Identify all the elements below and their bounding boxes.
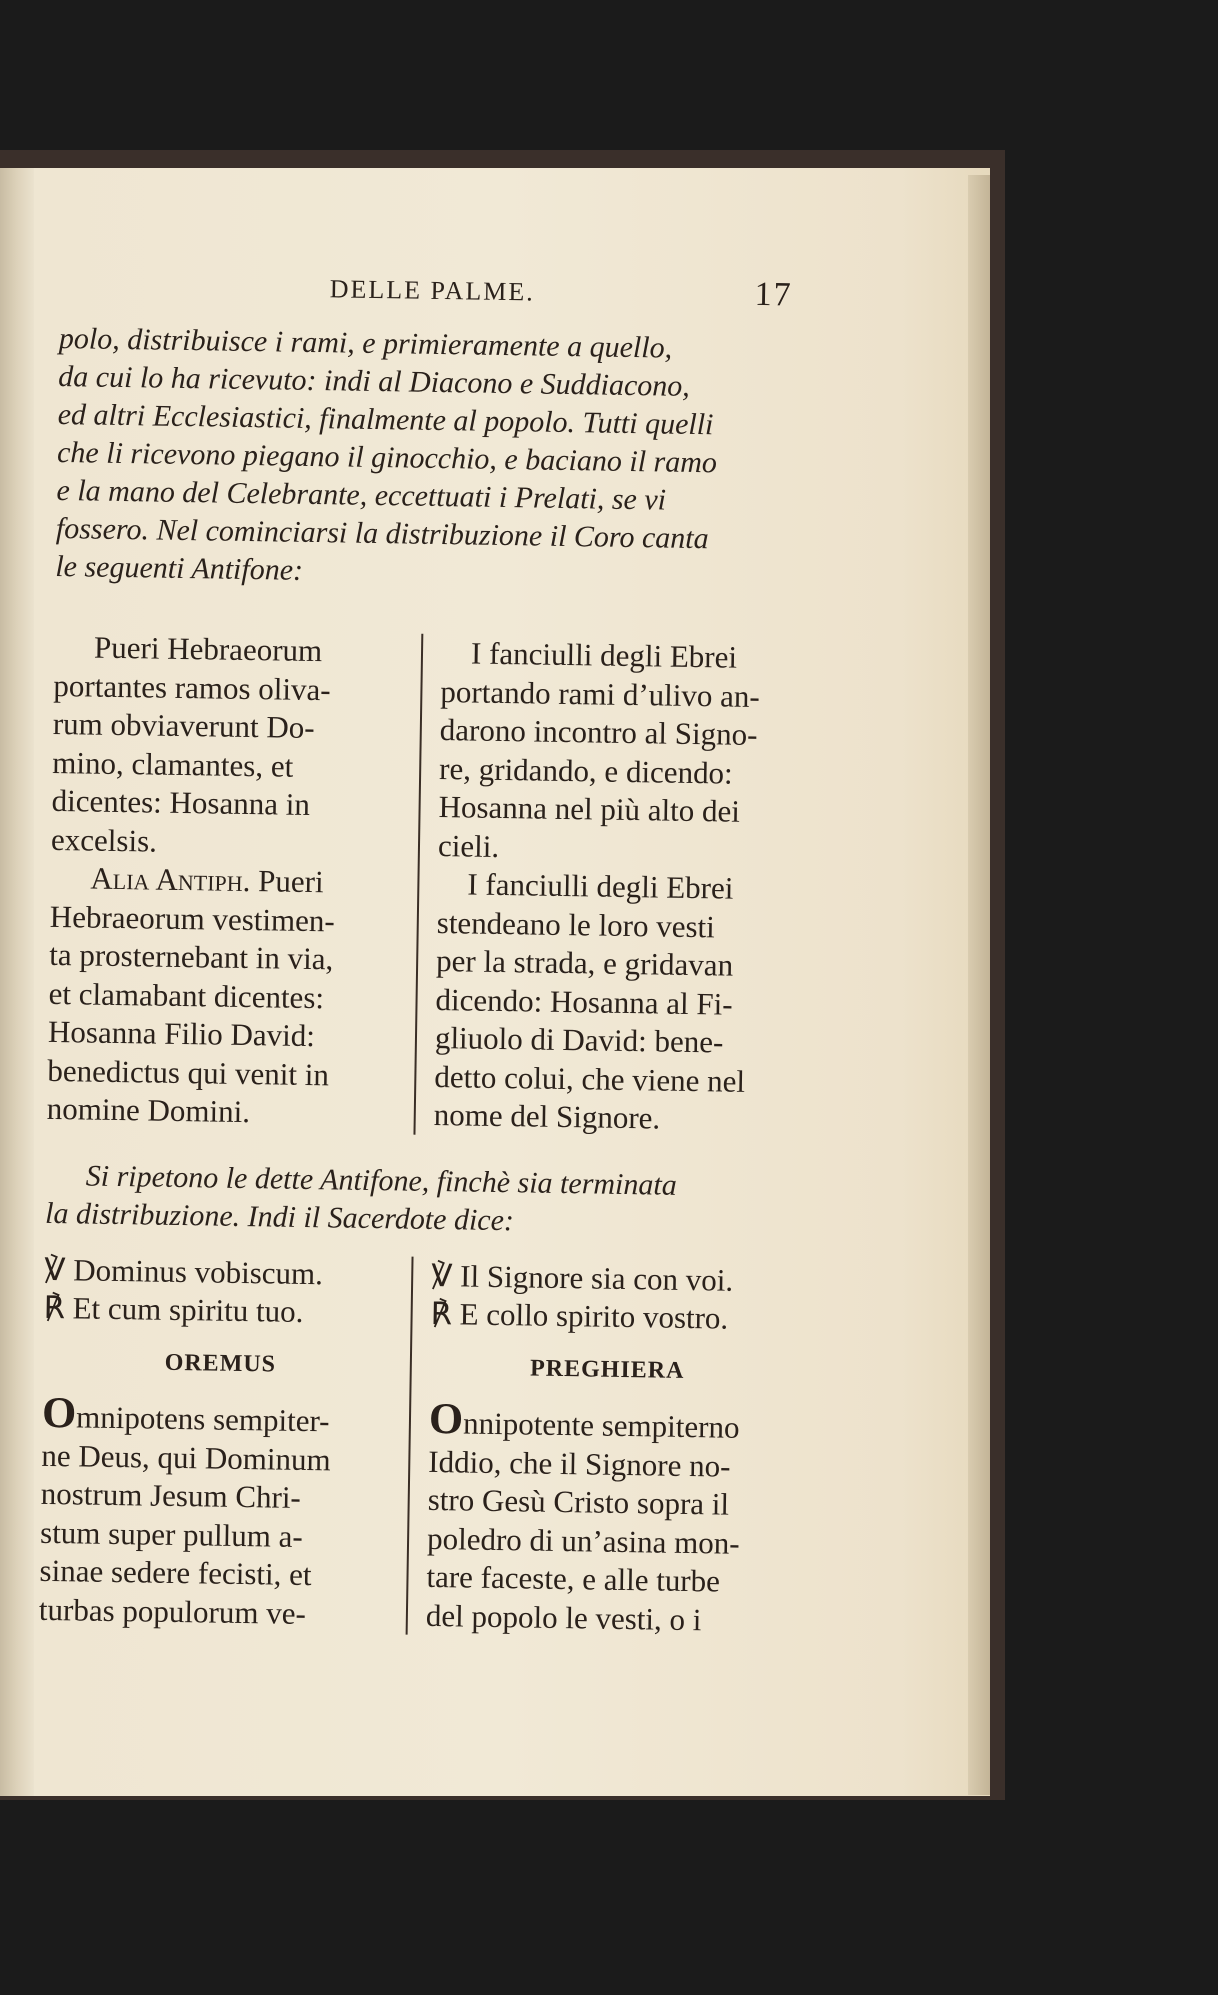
drop-cap: O [41, 1387, 77, 1438]
intro-line: le seguenti Antifone: [55, 549, 304, 587]
book-spine [0, 168, 34, 1796]
rubric-instruction [45, 1156, 846, 1245]
intro-line: fossero. Nel cominciarsi la distribuzione il Coro canta [55, 511, 709, 556]
text-line: portantes ramos oliva- [53, 667, 331, 707]
prayer-columns [39, 1250, 845, 1641]
text-line: per la strada, e gridavan [435, 942, 734, 983]
italian-column [413, 634, 796, 1140]
text-line: portando rami d’ulivo an- [440, 673, 761, 714]
text-line: stro Gesù Cristo sopra il [427, 1481, 730, 1522]
drop-cap: O [428, 1393, 464, 1444]
text-line: mino, clamantes, et [51, 744, 294, 784]
page-number: 17 [754, 275, 793, 314]
versicle: ℣ Il Signore sia con voi. [430, 1257, 734, 1298]
text-line: ne Deus, qui Dominum [41, 1437, 331, 1477]
text-line: nnipotente sempiterno [462, 1405, 740, 1445]
text-line: ta prosternebant in via, [48, 936, 334, 977]
text-line: detto colui, che viene nel [434, 1058, 746, 1099]
response: ℟ E collo spirito vostro. [430, 1295, 729, 1336]
text-line: excelsis. [50, 821, 158, 859]
preghiera-heading: PREGHIERA [529, 1355, 685, 1384]
oremus-heading: OREMUS [164, 1349, 277, 1378]
text-line: I fanciulli degli Ebrei [470, 635, 738, 675]
text-line: nostrum Jesum Chri- [40, 1475, 302, 1515]
text-line: turbas populorum ve- [38, 1591, 307, 1631]
page-content [39, 270, 860, 1641]
alia-antiph-label: Alia Antiph. [90, 860, 251, 899]
antiphon-columns [47, 628, 855, 1141]
intro-rubric [55, 320, 859, 599]
text-line: I fanciulli degli Ebrei [467, 866, 734, 906]
text-line: Hosanna nel più alto dei [438, 789, 741, 829]
text-line: Hosanna Filio David: [47, 1013, 316, 1054]
text-line: sinae sedere fecisti, et [39, 1552, 312, 1593]
text-line: et clamabant dicentes: [48, 975, 325, 1015]
text-line: stum super pullum a- [39, 1514, 304, 1554]
page-edge [968, 175, 990, 1795]
text-line: cieli. [437, 827, 500, 864]
latin-prayer-column [39, 1250, 412, 1634]
text-line: benedictus qui venit in [47, 1052, 330, 1092]
rubric-line: Si ripetono le dette Antifone, finchè sia terminata [85, 1159, 677, 1202]
intro-line: polo, distribuisce i rami, e primieramente a quello, [58, 321, 673, 365]
italian-antiphon-1 [438, 634, 797, 871]
text-line: nomine Domini. [46, 1090, 251, 1130]
versicle: ℣ Dominus vobiscum. [44, 1251, 324, 1291]
rubric-line: la distribuzione. Indi il Sacerdote dice: [44, 1196, 515, 1237]
text-line: Pueri Hebraeorum [93, 629, 323, 669]
text-line: dicendo: Hosanna al Fi- [435, 981, 733, 1022]
text-line: Hebraeorum vestimen- [49, 898, 336, 938]
text-line: mnipotens sempiter- [75, 1399, 330, 1439]
text-line: re, gridando, e dicendo: [438, 750, 733, 791]
text-line: gliuolo di David: bene- [434, 1019, 724, 1060]
text-line: del popolo le vesti, o i [425, 1597, 702, 1637]
latin-column [47, 628, 422, 1134]
italian-antiphon-2 [433, 865, 792, 1140]
response: ℟ Et cum spiritu tuo. [43, 1289, 304, 1329]
text-line: poledro di un’asina mon- [426, 1520, 740, 1561]
text-line: tare faceste, e alle turbe [426, 1558, 721, 1599]
intro-line: e la mano del Celebrante, eccettuati i Prelati, se vi [56, 473, 667, 517]
latin-antiphon-2 [47, 859, 406, 1134]
text-line: Iddio, che il Signore no- [428, 1443, 731, 1484]
latin-antiphon-1 [51, 628, 410, 865]
text-line: rum obviaverunt Do- [52, 705, 315, 746]
intro-line: da cui lo ha ricevuto: indi al Diacono e Suddiacono, [58, 359, 691, 403]
text-line: darono incontro al Signo- [439, 712, 758, 753]
italian-prayer [425, 1393, 785, 1641]
text-line: stendeano le loro vesti [436, 904, 716, 944]
intro-line: che li ricevono piegano il ginocchio, e baciano il ramo [56, 435, 718, 480]
text-line: nome del Signore. [433, 1096, 661, 1136]
italian-prayer-column [406, 1256, 787, 1640]
text-line: dicentes: Hosanna in [51, 782, 311, 822]
text-line: Pueri [250, 863, 324, 900]
intro-line: ed altri Ecclesiastici, finalmente al popolo. Tutti quelli [57, 397, 714, 442]
header-title: DELLE PALME. [329, 274, 535, 307]
latin-prayer [38, 1387, 398, 1635]
